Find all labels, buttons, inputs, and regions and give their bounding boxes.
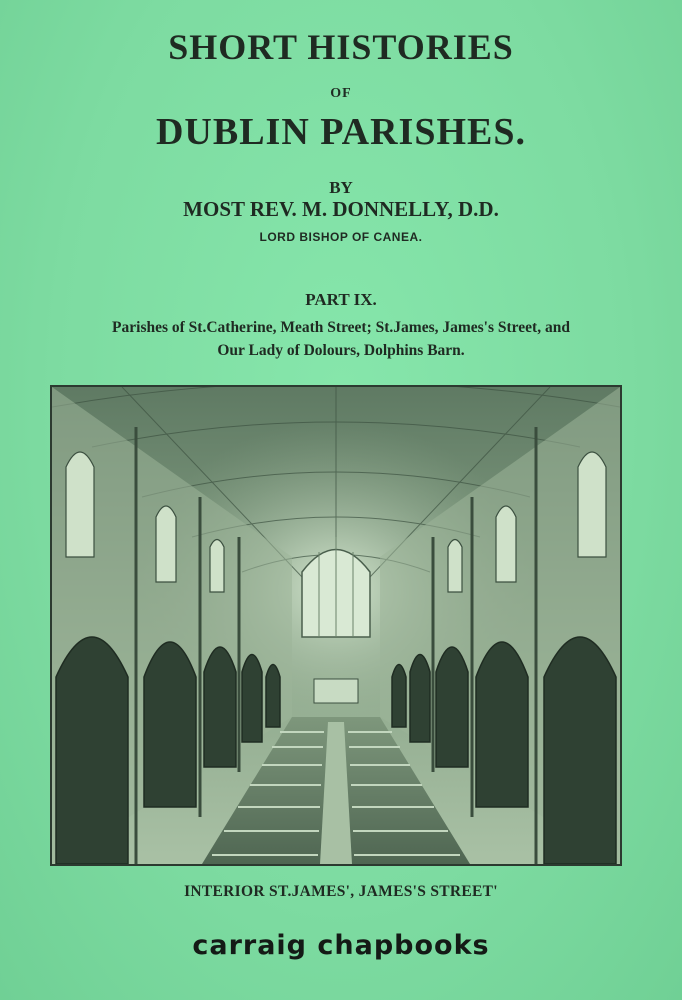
- parishes-line-1: Parishes of St.Catherine, Meath Street; St.James, James's Street, and: [112, 319, 570, 336]
- photo-caption: INTERIOR ST.JAMES', JAMES'S STREET': [184, 883, 498, 900]
- church-interior-photo: [50, 385, 622, 866]
- title-line-2: DUBLIN PARISHES.: [155, 111, 527, 153]
- parishes-description: [40, 316, 642, 362]
- parishes-line-2: Our Lady of Dolours, Dolphins Barn.: [217, 342, 465, 359]
- author-name: MOST REV. M. DONNELLY, D.D.: [183, 197, 499, 221]
- title-line-1: SHORT HISTORIES: [168, 27, 514, 67]
- title-of: OF: [330, 86, 352, 101]
- publisher-logo: carraig chapbooks: [192, 930, 490, 961]
- by-label: BY: [329, 178, 353, 197]
- author-title: LORD BISHOP OF CANEA.: [259, 230, 423, 244]
- part-number: PART IX.: [305, 290, 377, 309]
